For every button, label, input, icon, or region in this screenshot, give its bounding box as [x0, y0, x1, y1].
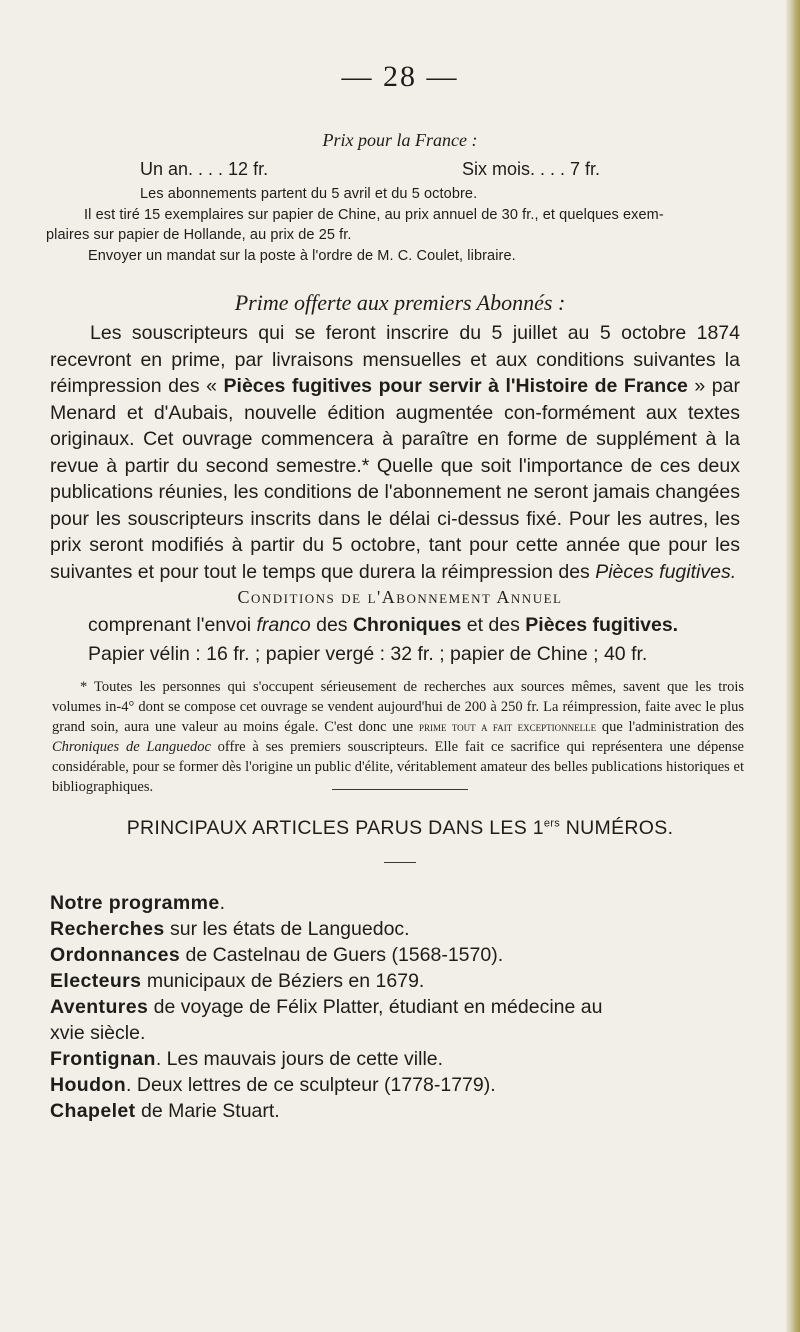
page-edge [786, 0, 800, 1332]
envoi-pieces: Pièces fugitives. [525, 614, 679, 636]
article-keyword: Houdon [50, 1074, 127, 1096]
article-text: de Castelnau de Guers (1568-1570). [180, 944, 504, 966]
articles-title-a: PRINCIPAUX ARTICLES PARUS DANS LES 1 [126, 817, 544, 839]
article-keyword: Aventures [50, 996, 149, 1018]
prime-text-1: Les souscripteurs qui se feront inscrire du 5 juillet au 5 octobre 1874 recevront en prime, par livraisons mensuelles et aux conditions suivantes la réimpression des « [50, 322, 740, 397]
articles-title-sup: ers [543, 817, 561, 830]
note-c: offre à ses premiers souscripteurs. Elle fait ce sacrifice qui représentera une dépense considérable, pour se former dès l'origine un public d'élite, véritablement amateur des belles publications historiques et bibliographiques. [52, 739, 744, 795]
article-text: sur les états de Languedoc. [164, 918, 410, 940]
article-text: . Les mauvais jours de cette ville. [155, 1048, 444, 1070]
prime-paragraph [50, 320, 740, 585]
article-keyword: Frontignan [50, 1048, 156, 1070]
envoi-chroniques: Chroniques [352, 614, 462, 636]
article-text: de Marie Stuart. [135, 1100, 280, 1122]
list-item [50, 968, 750, 994]
note-a: * Toutes les personnes qui s'occupent sérieusement de recherches aux sources mêmes, savent que les trois volumes in-4° dont se compose cet ouvrage se vendent aujourd'hui de 200 à 250 fr. La réimpression, faite avec le plus grand soin, aura une valeur au moins égale. C'est donc une [52, 679, 744, 735]
article-text: de voyage de Félix Platter, étudiant en médecine au [148, 996, 603, 1018]
special-paper-note [46, 205, 740, 245]
article-text: . [219, 892, 226, 914]
note-italic: Chroniques de Languedoc [52, 739, 211, 755]
articles-title-b: NUMÉROS. [560, 817, 674, 839]
articles-list [50, 890, 750, 1124]
article-text-continued: xvie siècle. [50, 1022, 146, 1044]
price-year: Un an. . . . 12 fr. [140, 159, 269, 179]
note-caps: prime tout a fait exceptionnelle [418, 719, 597, 734]
article-keyword: Electeurs [50, 970, 142, 992]
special-paper-line-2: plaires sur papier de Hollande, au prix de 25 fr. [46, 227, 352, 243]
envoi-b: des [310, 614, 353, 636]
note-b: que l'administration des [596, 719, 745, 735]
article-text: municipaux de Béziers en 1679. [141, 970, 425, 992]
conditions-title: Conditions de l'Abonnement Annuel [237, 587, 563, 607]
list-item [50, 890, 750, 916]
pieces-fugitives-title: Pièces fugitives pour servir à l'Histoire de France [223, 375, 688, 397]
list-item [50, 916, 750, 942]
price-title: Prix pour la France : [322, 130, 478, 150]
page-number: — 28 — [341, 60, 459, 93]
envoi-a: comprenant l'envoi [88, 614, 257, 636]
list-item [50, 942, 750, 968]
list-item [50, 1098, 750, 1124]
payment-instructions: Envoyer un mandat sur la poste à l'ordre de M. C. Coulet, libraire. [88, 248, 516, 264]
short-rule [384, 862, 416, 863]
conditions-envoi [88, 612, 748, 639]
prime-text-2: » par Menard et d'Aubais, nouvelle édition augmentée con-formément aux textes originaux. Cet ouvrage commencera à paraître en forme de supplément à la revue à partir du second semestre.* Quelle que soit l'importance de ces deux publications réunies, les conditions de l'abonnement ne seront jamais changées pour les souscripteurs inscrits dans le délai ci-dessus fixé. Pour les autres, les prix seront modifiés à partir du 5 octobre, tant pour cette année que pour les suivantes et pour tout le temps que durera la réimpression des [50, 375, 740, 583]
prime-title: Prime offerte aux premiers Abonnés : [234, 290, 566, 315]
article-keyword: Chapelet [50, 1100, 136, 1122]
paper-prices: Papier vélin : 16 fr. ; papier vergé : 32 fr. ; papier de Chine ; 40 fr. [88, 643, 648, 665]
article-keyword: Notre programme [50, 892, 220, 914]
list-item [50, 1046, 750, 1072]
articles-title [0, 817, 800, 840]
price-row [140, 159, 700, 181]
footnote [52, 677, 744, 797]
list-item [50, 994, 750, 1046]
envoi-franco: franco [256, 614, 311, 636]
list-item [50, 1072, 750, 1098]
separator-rule [332, 789, 468, 790]
special-paper-line-1: Il est tiré 15 exemplaires sur papier de Chine, au prix annuel de 30 fr., et quelques exem- [84, 207, 664, 223]
pieces-fugitives-italic: Pièces fugitives. [595, 560, 737, 583]
article-text: . Deux lettres de ce sculpteur (1778-1779). [126, 1074, 496, 1096]
subscription-start: Les abonnements partent du 5 avril et du 5 octobre. [140, 186, 478, 202]
article-keyword: Ordonnances [50, 944, 181, 966]
envoi-c: et des [461, 614, 526, 636]
price-six-months: Six mois. . . . 7 fr. [462, 159, 601, 179]
article-keyword: Recherches [50, 918, 165, 940]
